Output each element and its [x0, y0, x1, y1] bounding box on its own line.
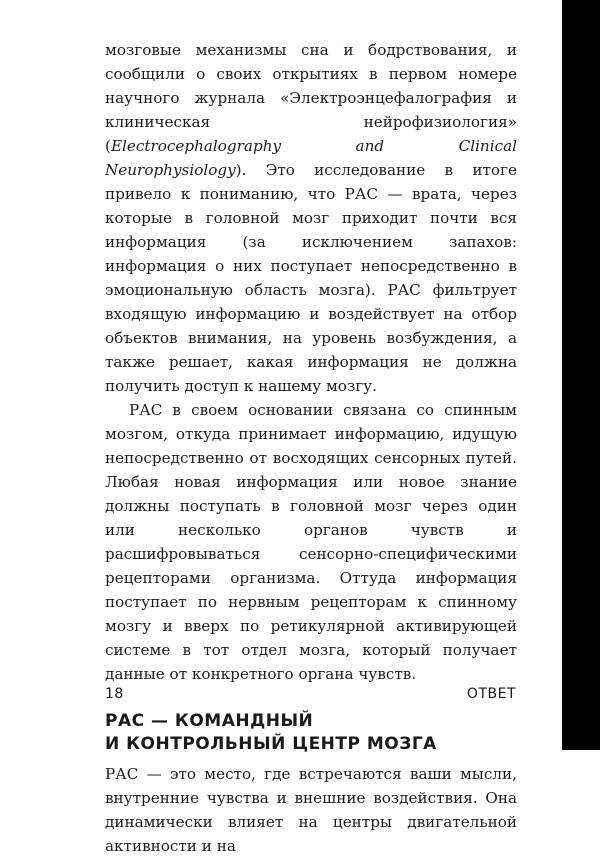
paragraph — [105, 38, 517, 398]
paragraph-text: мозговые механизмы сна и бодрствования, и сообщили о своих открытиях в первом номере научного журнала «Электроэнцефалография и клиническая нейрофизиология» ( — [105, 41, 517, 155]
section-heading-line: РАС — КОМАНДНЫЙ — [105, 711, 314, 731]
page-number: 18 — [105, 686, 124, 702]
section-heading-line: И КОНТРОЛЬНЫЙ ЦЕНТР МОЗГА — [105, 734, 437, 754]
running-title: ОТВЕТ — [466, 686, 516, 702]
book-page-body — [105, 38, 517, 858]
paragraph: РАС в своем основании связана со спинным мозгом, откуда принимает информацию, идущую непосредственно от восходящих сенсорных путей. Любая новая информация или новое знание должны поступать в головной мозг через один или несколько органов чувств и расшифровываться сенсорно-специфическими рецепторами организма. Оттуда информация поступает по нервным рецепторам к спинному мозгу и вверх по ретикулярной активирующей системе в тот отдел мозга, который получает данные от конкретного органа чувств. — [105, 401, 517, 683]
english-journal-title: Electrocephalography and Clinical Neurophysiology — [105, 137, 517, 179]
paragraph-text: ). Это исследование в итоге привело к пониманию, что РАС — врата, через которые в головной мозг приходит почти вся информация (за исключением запахов: информация о них поступает непосредственно в эмоциональную область мозга). РАС фильтрует входящую информацию и воздействует на отбор объектов внимания, на уровень возбуждения, а также решает, какая информация не должна получить доступ к нашему мозгу. — [105, 161, 517, 395]
section-heading — [105, 710, 517, 756]
paragraph: РАС — это место, где встречаются ваши мысли, внутренние чувства и внешние воздействия. Она динамически влияет на центры двигательной активности и на — [105, 765, 517, 855]
page-edge — [562, 0, 600, 750]
